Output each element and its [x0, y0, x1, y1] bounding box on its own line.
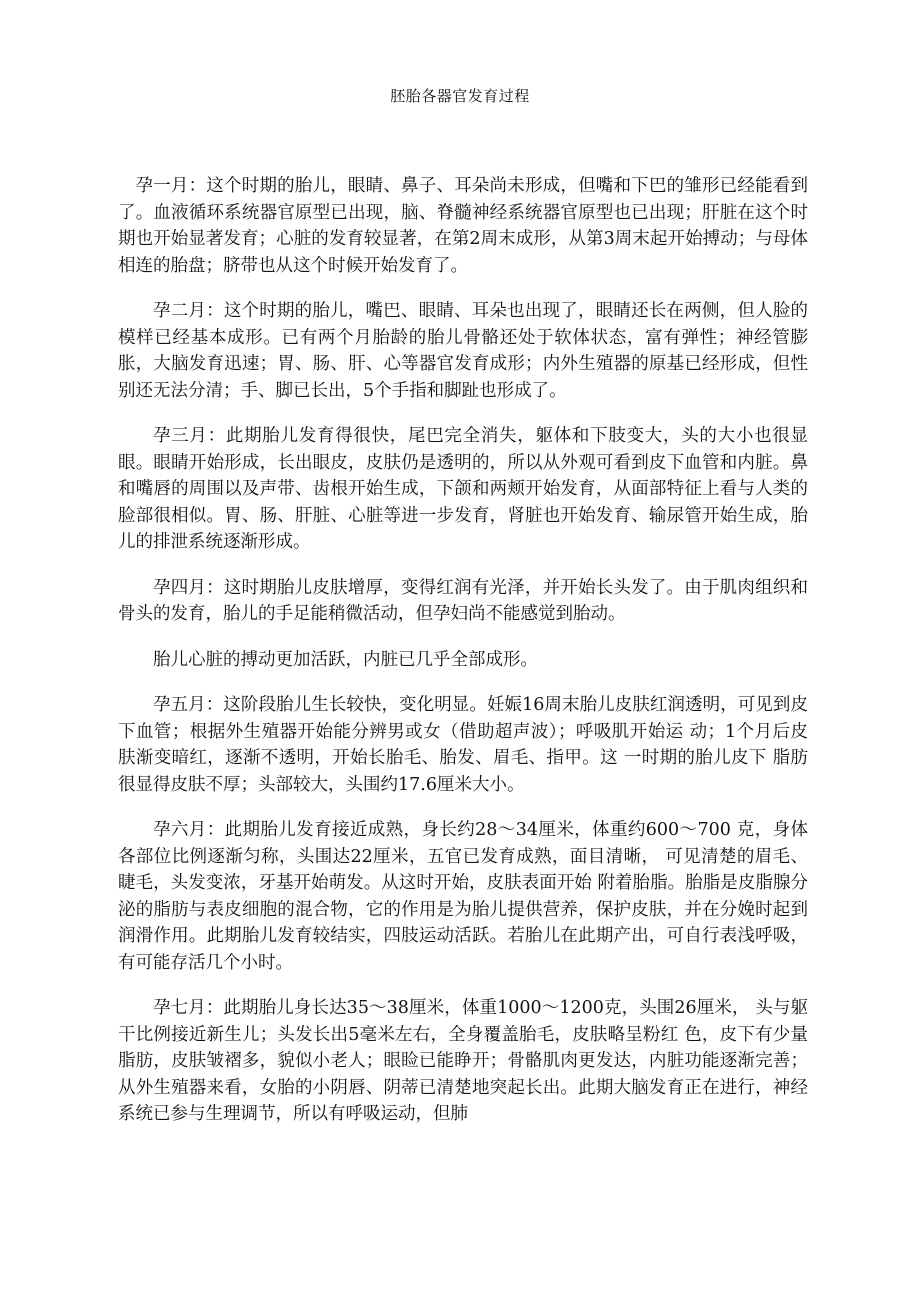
- document-body: [118, 173, 808, 1128]
- paragraph-month-2: 孕二月：这个时期的胎儿，嘴巴、眼睛、耳朵也出现了，眼睛还长在两侧，但人脸的模样已经基本成形。已有两个月胎龄的胎儿骨骼还处于软体状态，富有弹性；神经管膨胀，大脑发育迅速；胃、肠、肝、心等器官发育成形；内外生殖器的原基已经形成，但性别还无法分清；手、脚已长出，5个手指和脚趾也形成了。: [118, 301, 808, 401]
- paragraph-month-6: 孕六月：此期胎儿发育接近成熟，身长约28～34厘米，体重约600～700 克，身体各部位比例逐渐匀称，头围达22厘米，五官已发育成熟，面目清晰， 可见清楚的眉毛、睫毛，头发变浓，牙基开始萌发。从这时开始，皮肤表面开始 附着胎脂。胎脂是皮脂腺分泌的脂肪与表皮细胞的混合物，它的作用是为胎儿提供营养，保护皮肤，并在分娩时起到润滑作用。此期胎儿发育较结实，四肢运动活跃。若胎儿在此期产出，可自行表浅呼吸，有可能存活几个小时。: [118, 820, 808, 973]
- paragraph-month-4: 孕四月：这时期胎儿皮肤增厚，变得红润有光泽，并开始长头发了。由于肌肉组织和骨头的发育，胎儿的手足能稍微活动，但孕妇尚不能感觉到胎动。: [118, 577, 808, 624]
- paragraph-month-7: 孕七月：此期胎儿身长达35～38厘米，体重1000～1200克，头围26厘米， 头与躯干比例接近新生儿；头发长出5毫米左右，全身覆盖胎毛，皮肤略呈粉红 色，皮下有少量脂肪，皮肤皱褶多，貌似小老人；眼睑已能睁开；骨骼肌肉更发达，内脏功能逐渐完善；从外生殖器来看，女胎的小阴唇、阴蒂已清楚地突起长出。此期大脑发育正在进行，神经系统已参与生理调节，所以有呼吸运动，但肺: [118, 998, 808, 1124]
- paragraph-heart-note: 胎儿心脏的搏动更加活跃，内脏已几乎全部成形。: [153, 649, 538, 670]
- paragraph-month-1: 孕一月：这个时期的胎儿，眼睛、鼻子、耳朵尚未形成，但嘴和下巴的雏形已经能看到了。血液循环系统器官原型已出现，脑、脊髓神经系统器官原型也已出现；肝脏在这个时期也开始显著发育；心脏的发育较显著，在第2周末成形，从第3周末起开始搏动；与母体相连的胎盘；脐带也从这个时候开始发育了。: [118, 176, 808, 276]
- paragraph-month-3: 孕三月：此期胎儿发育得很快，尾巴完全消失，躯体和下肢变大，头的大小也很显眼。眼睛开始形成，长出眼皮，皮肤仍是透明的，所以从外观可看到皮下血管和内脏。鼻和嘴唇的周围以及声带、齿根开始生成，下颌和两颊开始发育，从面部特征上看与人类的脸部很相似。胃、肠、肝脏、心脏等进一步发育，肾脏也开始发育、输尿管开始生成，胎儿的排泄系统逐渐形成。: [118, 426, 808, 552]
- paragraph-month-5: 孕五月：这阶段胎儿生长较快，变化明显。妊娠16周末胎儿皮肤红润透明，可见到皮下血管；根据外生殖器开始能分辨男或女（借助超声波）；呼吸肌开始运 动；1个月后皮肤渐变暗红，逐渐不透明，开始长胎毛、胎发、眉毛、指甲。这 一时期的胎儿皮下 脂肪很显得皮肤不厚；头部较大，头围约17.6厘米大小。: [118, 695, 808, 795]
- document-title: 胚胎各器官发育过程: [390, 87, 530, 105]
